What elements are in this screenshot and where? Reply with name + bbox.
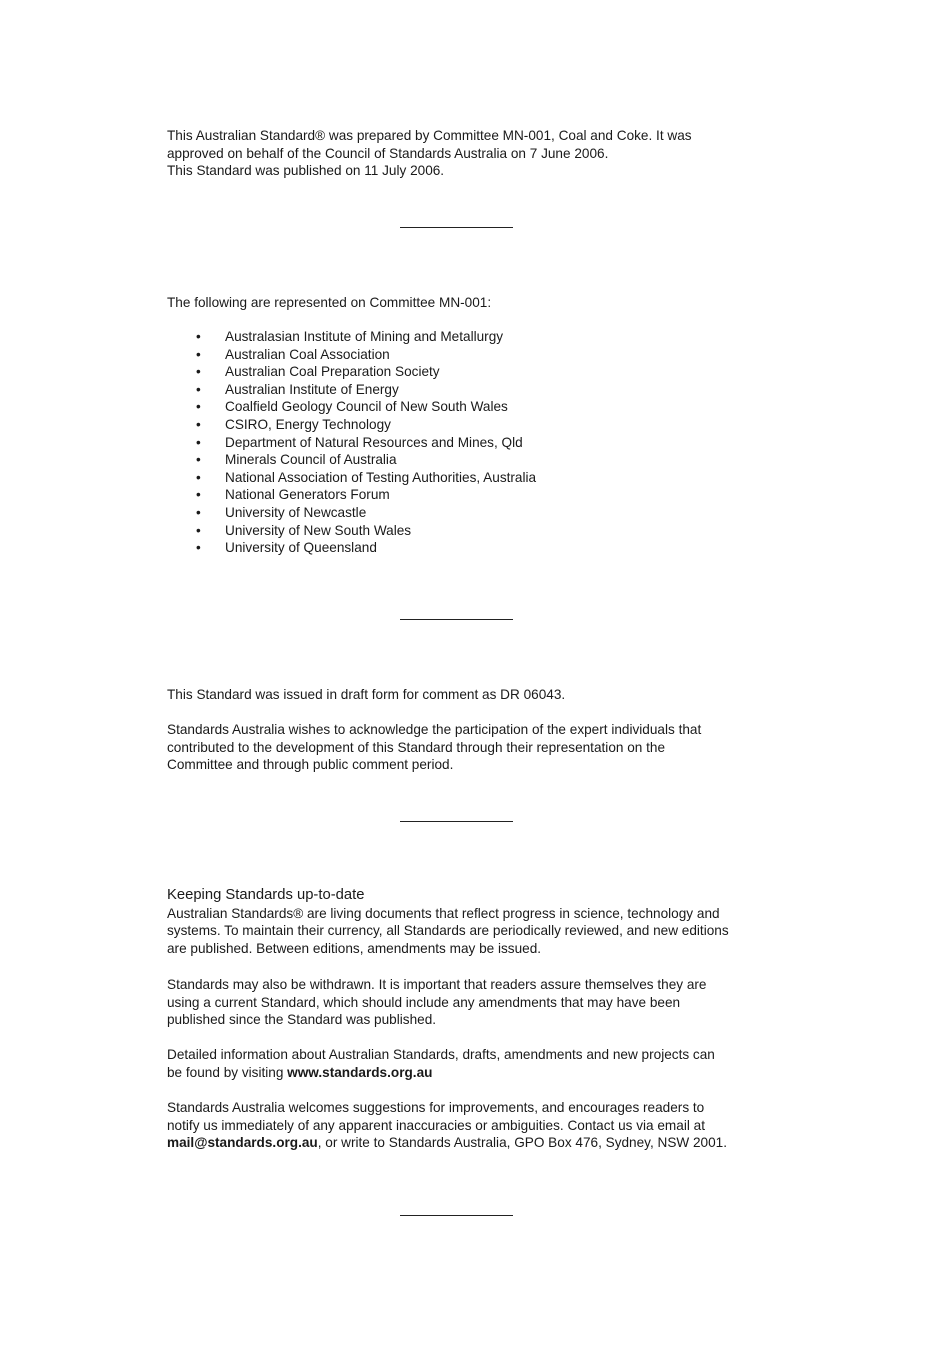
paragraph-line: published since the Standard was published.	[167, 1012, 437, 1028]
divider	[400, 227, 513, 228]
acknowledgement-line: contributed to the development of this Standard through their representation on the	[167, 739, 666, 755]
list-item: • National Generators Forum	[196, 486, 536, 504]
paragraph-line: are published. Between editions, amendments may be issued.	[167, 940, 542, 956]
paragraph-line: systems. To maintain their currency, all Standards are periodically reviewed, and new editions	[167, 923, 729, 939]
list-item: • Australasian Institute of Mining and Metallurgy	[196, 328, 536, 346]
list-item: • University of New South Wales	[196, 522, 536, 540]
divider	[400, 1215, 513, 1216]
list-item: • National Association of Testing Authorities, Australia	[196, 469, 536, 487]
committee-lead: The following are represented on Committee MN-001:	[167, 295, 492, 310]
paragraph-line: Standards Australia welcomes suggestions for improvements, and encourages readers to	[167, 1100, 705, 1115]
list-item: • University of Queensland	[196, 539, 536, 557]
intro-line: This Australian Standard® was prepared by Committee MN-001, Coal and Coke. It was	[167, 128, 692, 143]
list-item: • University of Newcastle	[196, 504, 536, 522]
committee-lead-block	[167, 294, 767, 312]
paragraph-text: be found by visiting	[167, 1064, 288, 1080]
divider	[400, 619, 513, 620]
list-item: • Australian Coal Association	[196, 346, 536, 364]
acknowledgement-line: Standards Australia wishes to acknowledge the participation of the expert individuals that	[167, 722, 702, 737]
acknowledgement-line: Committee and through public comment period.	[167, 757, 454, 773]
section-heading: Keeping Standards up-to-date	[167, 887, 365, 903]
draft-note: This Standard was issued in draft form for comment as DR 06043.	[167, 687, 566, 702]
paragraph-line	[167, 1134, 767, 1152]
committee-member-list	[196, 328, 536, 557]
contact-paragraph	[167, 1099, 767, 1152]
website-link[interactable]: www.standards.org.au	[287, 1064, 433, 1080]
paragraph-line: notify us immediately of any apparent inaccuracies or ambiguities. Contact us via email at	[167, 1117, 705, 1133]
paragraph-line	[167, 1064, 767, 1082]
paragraph-line: Australian Standards® are living documents that reflect progress in science, technology and	[167, 905, 720, 921]
list-item: • Australian Institute of Energy	[196, 381, 536, 399]
paragraph-line: Standards may also be withdrawn. It is important that readers assure themselves they are	[167, 977, 707, 992]
paragraph-text: , or write to Standards Australia, GPO Box 476, Sydney, NSW 2001.	[317, 1135, 728, 1151]
email-link[interactable]: mail@standards.org.au	[167, 1135, 318, 1151]
withdrawn-paragraph	[167, 976, 767, 1029]
website-paragraph	[167, 1046, 767, 1081]
list-item: • CSIRO, Energy Technology	[196, 416, 536, 434]
intro-line: approved on behalf of the Council of Standards Australia on 7 June 2006.	[167, 145, 609, 161]
paragraph-line: using a current Standard, which should include any amendments that may have been	[167, 994, 681, 1010]
list-item: • Department of Natural Resources and Mines, Qld	[196, 434, 536, 452]
keeping-standards-section	[167, 887, 767, 957]
acknowledgement-block	[167, 721, 767, 774]
paragraph-line: Detailed information about Australian Standards, drafts, amendments and new projects can	[167, 1047, 715, 1062]
draft-block	[167, 686, 767, 704]
list-item: • Minerals Council of Australia	[196, 451, 536, 469]
intro-line: This Standard was published on 11 July 2006.	[167, 163, 445, 179]
intro-block	[167, 127, 767, 180]
divider	[400, 821, 513, 822]
list-item: • Australian Coal Preparation Society	[196, 363, 536, 381]
list-item: • Coalfield Geology Council of New South Wales	[196, 398, 536, 416]
